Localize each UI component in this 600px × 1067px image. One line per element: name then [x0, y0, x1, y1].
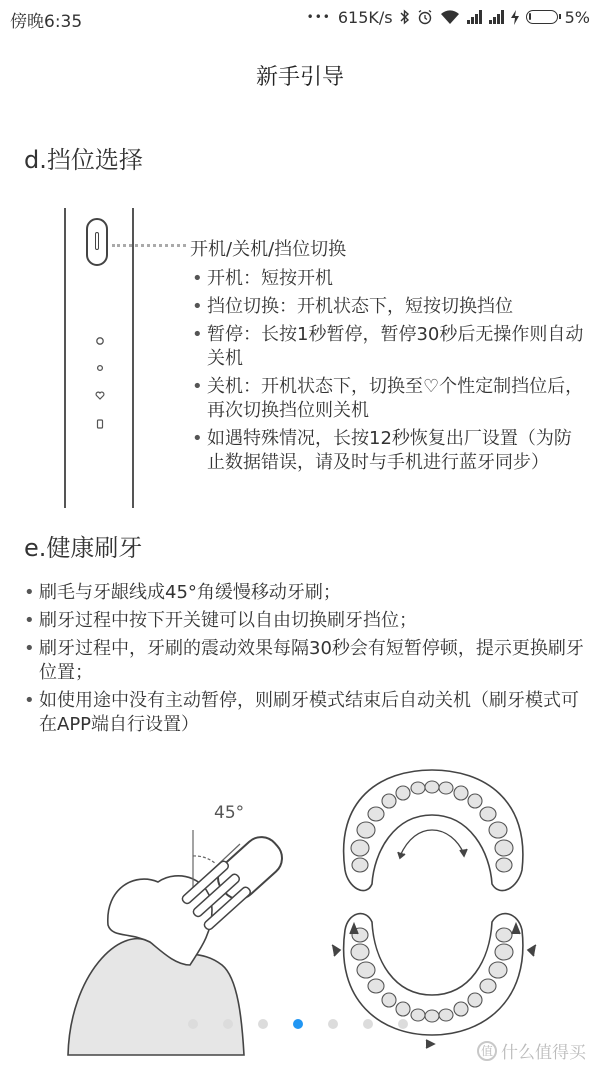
indicator-light-1-icon — [97, 338, 103, 344]
page-indicator — [188, 1019, 408, 1029]
page-dot-1[interactable] — [188, 1019, 198, 1029]
watermark-text: 什么值得买 — [501, 1043, 586, 1063]
bluetooth-icon — [400, 9, 410, 25]
status-icons — [307, 6, 590, 28]
list-item: • 如使用途中没有主动暂停，则刷牙模式结束后自动关机（刷牙模式可在APP端自行设置） — [24, 689, 584, 737]
list-item: • 暂停：长按1秒暂停，暂停30秒后无操作则自动关机 — [192, 323, 587, 371]
page-dot-7[interactable] — [398, 1019, 408, 1029]
network-speed: 615K/s — [337, 7, 393, 27]
indicator-light-2-icon — [98, 366, 103, 371]
angle-label: 45° — [214, 803, 245, 823]
wifi-icon — [440, 10, 460, 25]
list-item: • 刷牙过程中，牙刷的震动效果每隔30秒会有短暂停顿，提示更换刷牙位置； — [24, 637, 584, 685]
signal-icon-2 — [489, 10, 504, 24]
gum-shape — [68, 939, 244, 1055]
upper-dental-arch — [344, 770, 523, 891]
section-title-healthy-brushing: e.健康刷牙 — [24, 534, 143, 562]
charging-icon — [511, 10, 519, 25]
gear-instructions-list — [192, 267, 587, 479]
section-title-gear-selection: d.挡位选择 — [24, 146, 143, 174]
callout-leader-line — [112, 244, 186, 247]
signal-icon — [467, 10, 482, 24]
battery-fill — [529, 13, 531, 20]
toothbrush-handle-diagram — [62, 208, 142, 508]
battery-indicator-icon — [98, 420, 103, 428]
list-item: • 关机：开机状态下，切换至♡个性定制挡位后，再次切换挡位则关机 — [192, 375, 587, 423]
page-title: 新手引导 — [255, 65, 344, 90]
angle-arc — [193, 856, 216, 864]
list-item: • 挡位切换：开机状态下，短按切换挡位 — [192, 295, 587, 319]
list-item: • 开机：短按开机 — [192, 267, 587, 291]
watermark-logo-icon: 值 — [477, 1041, 497, 1061]
list-item: • 刷毛与牙龈线成45°角缓慢移动牙刷； — [24, 581, 584, 605]
brushing-instructions-list — [24, 581, 584, 741]
more-notifications-icon: ••• — [306, 10, 331, 24]
list-item: • 如遇特殊情况，长按12秒恢复出厂设置（为防止数据错误，请及时与手机进行蓝牙同步） — [192, 427, 587, 475]
page-dot-2[interactable] — [223, 1019, 233, 1029]
page-dot-5[interactable] — [328, 1019, 338, 1029]
list-item: • 刷牙过程中按下开关键可以自由切换刷牙挡位； — [24, 609, 584, 633]
battery-icon — [526, 10, 558, 24]
callout-power-switch: 开机/关机/挡位切换 — [190, 239, 347, 260]
brushing-illustration — [0, 760, 600, 1060]
alarm-icon — [417, 9, 433, 25]
page-dot-3[interactable] — [258, 1019, 268, 1029]
page-dot-4[interactable] — [293, 1019, 303, 1029]
page-dot-6[interactable] — [363, 1019, 373, 1029]
status-time: 傍晚6:35 — [10, 12, 83, 32]
watermark — [477, 1038, 586, 1063]
indicator-lights — [62, 208, 142, 508]
status-bar — [0, 0, 600, 34]
battery-percent: 5% — [564, 7, 590, 27]
heart-mode-icon — [96, 392, 104, 399]
